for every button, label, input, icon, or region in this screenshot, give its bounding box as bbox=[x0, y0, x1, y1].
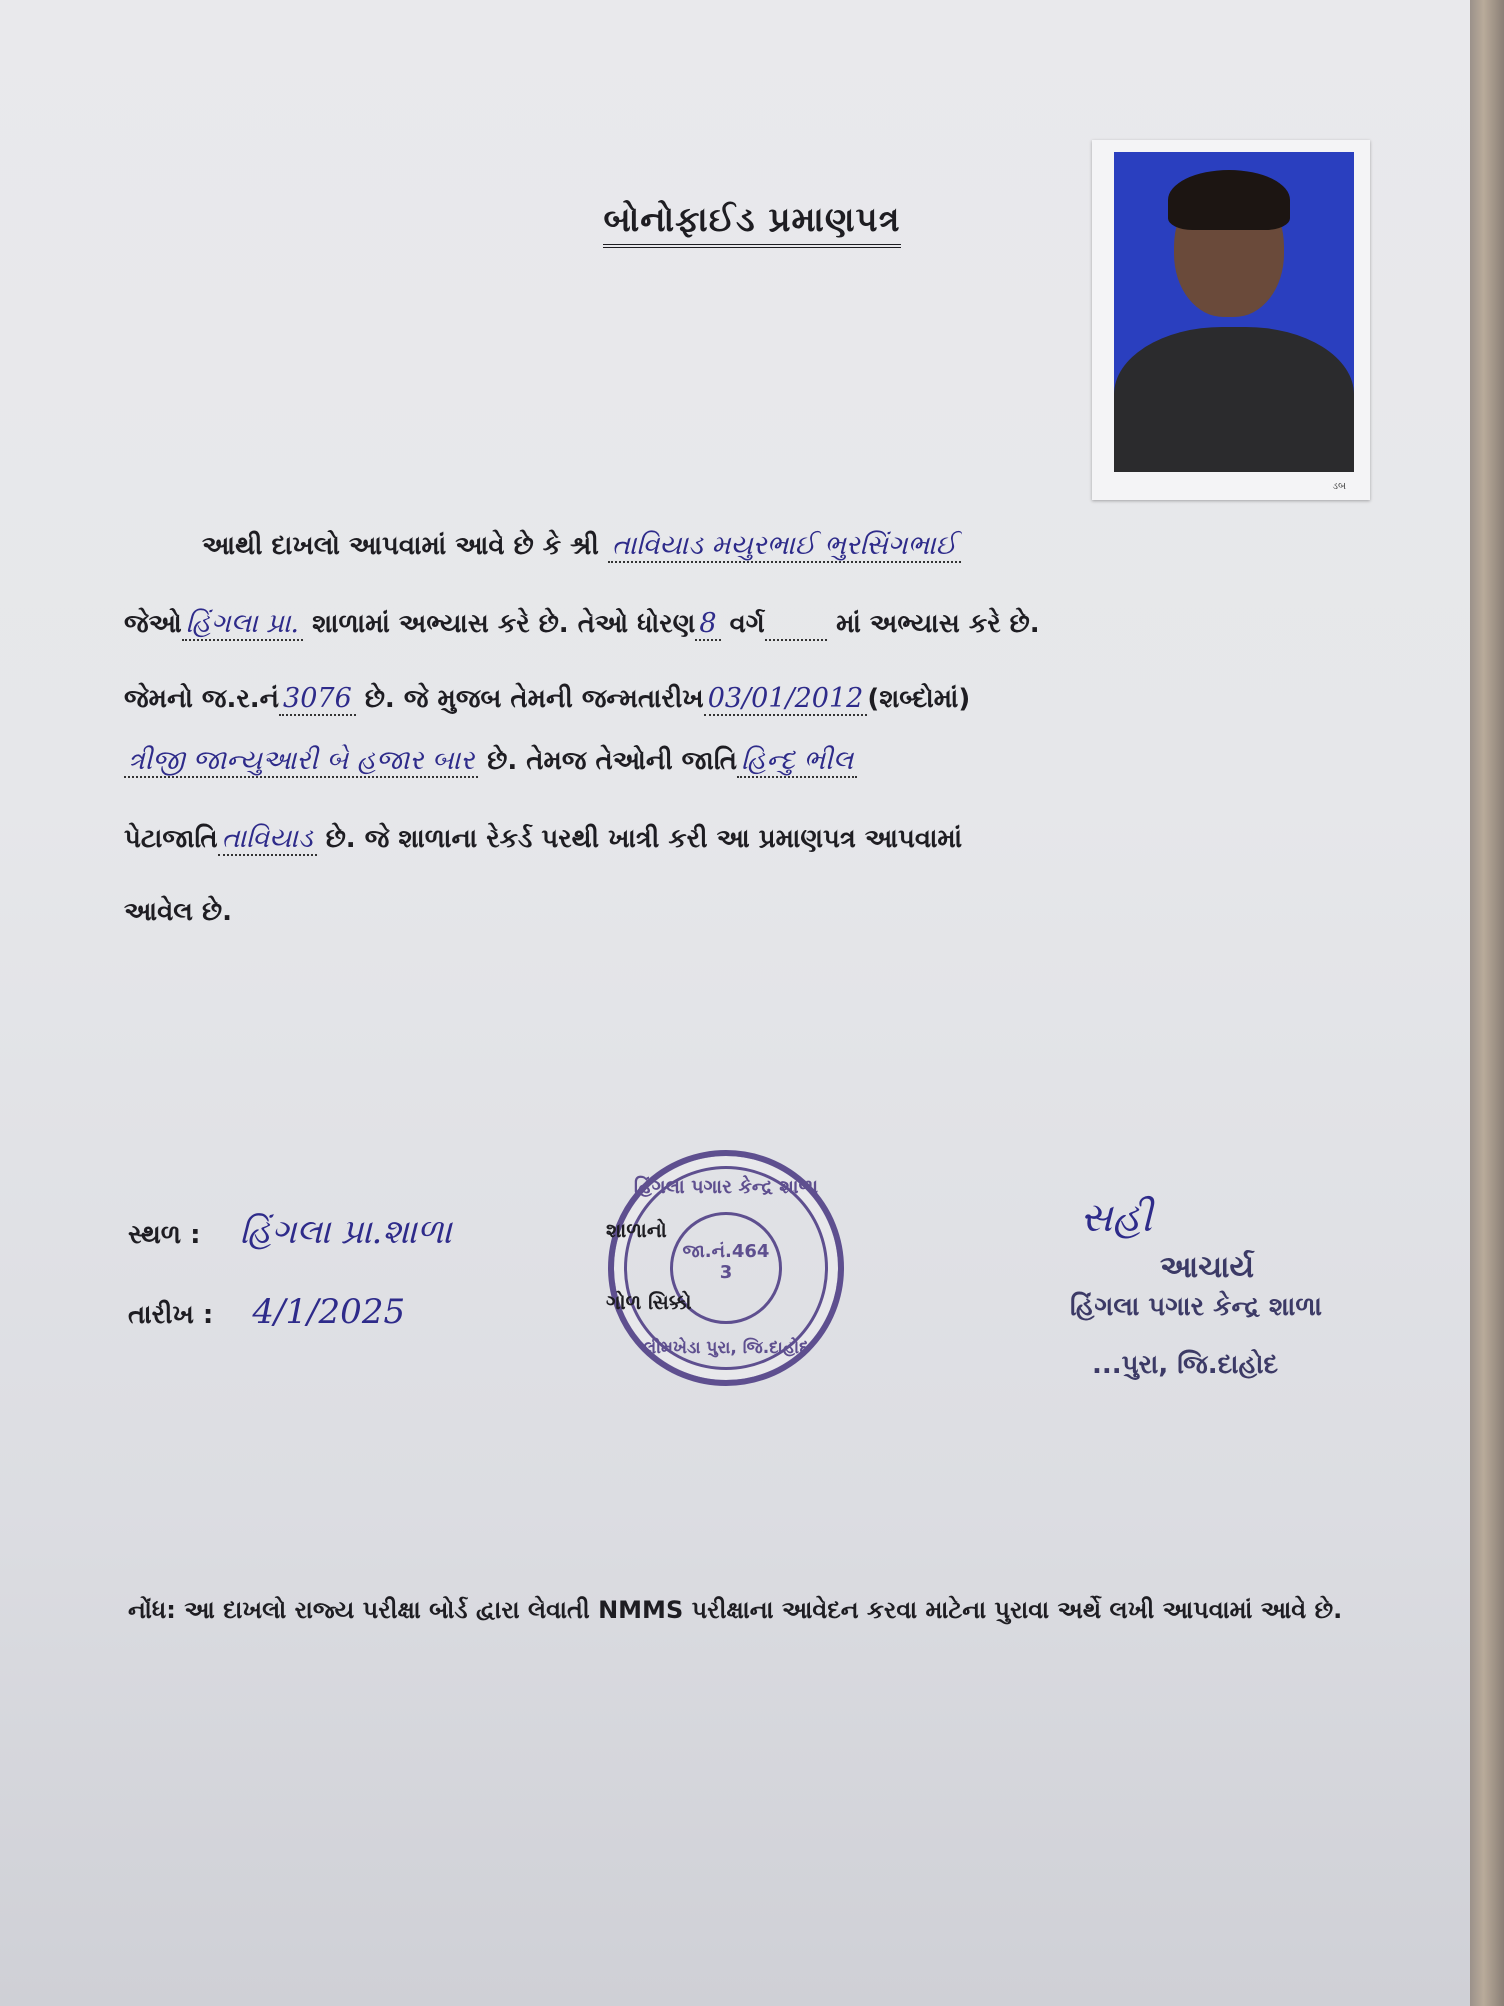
line5-suffix: છે. જે શાળાના રેકર્ડ પરથી ખાત્રી કરી આ પ્રમાણપત્ર આપવામાં bbox=[325, 824, 963, 854]
student-photo bbox=[1092, 140, 1370, 500]
line2-mid2: વર્ગ bbox=[729, 609, 765, 639]
line3-suffix: (શબ્દોમાં) bbox=[867, 684, 971, 714]
subcaste-value: તાવિયાડ bbox=[218, 823, 317, 856]
standard-value: 8 bbox=[695, 608, 720, 641]
date-label: તારીખ : bbox=[128, 1300, 214, 1330]
place-row bbox=[128, 1212, 452, 1252]
line5-prefix: પેટાજાતિ bbox=[124, 824, 218, 854]
date-row bbox=[128, 1292, 405, 1332]
photo-image bbox=[1114, 152, 1354, 472]
line2-mid1: શાળામાં અભ્યાસ કરે છે. તેઓ ધોરણ bbox=[312, 609, 696, 639]
place-label: સ્થળ : bbox=[128, 1220, 201, 1250]
body-line-4 bbox=[124, 745, 1394, 777]
photo-hair bbox=[1168, 170, 1290, 230]
class-blank bbox=[765, 609, 827, 641]
line6-text: આવેલ છે. bbox=[124, 897, 232, 927]
line3-prefix: જેમનો જ.ર.નં bbox=[124, 684, 280, 714]
principal-place: ...પુરા, જિ.દાહોદ bbox=[1092, 1350, 1279, 1380]
student-name: તાવિયાડ મયુરભાઈ ભુરસિંગભાઈ bbox=[608, 530, 961, 563]
date-of-birth: 03/01/2012 bbox=[704, 683, 868, 716]
body-line-2 bbox=[124, 608, 1394, 640]
stamp-inner-line1: જા.નં.464 bbox=[682, 1241, 770, 1262]
body-line-3 bbox=[124, 683, 1394, 715]
page-edge-shadow bbox=[1470, 0, 1504, 2006]
photo-stamp-text: ડબ bbox=[1332, 481, 1346, 492]
stamp-ring-top: હિંગલા પગાર કેન્દ્ર શાળા bbox=[633, 1176, 819, 1198]
stamp-ring-bottom: લીમખેડા પુરા, જિ.દાહોદ bbox=[643, 1338, 809, 1358]
gr-number: 3076 bbox=[279, 683, 356, 716]
caste-value: હિન્દુ ભીલ bbox=[737, 745, 857, 778]
line2-suffix: માં અભ્યાસ કરે છે. bbox=[836, 609, 1040, 639]
line4-mid: છે. તેમજ તેઓની જાતિ bbox=[487, 746, 737, 776]
dob-in-words: ત્રીજી જાન્યુઆરી બે હજાર બાર bbox=[124, 745, 478, 778]
place-value: હિંગલા પ્રા.શાળા bbox=[239, 1212, 452, 1252]
date-value: 4/1/2025 bbox=[252, 1292, 406, 1332]
body-line-6 bbox=[124, 897, 1394, 928]
principal-signature: સહી bbox=[1080, 1195, 1153, 1241]
principal-title: આચાર્ય bbox=[1160, 1250, 1255, 1285]
school-name: હિંગલા પ્રા. bbox=[182, 608, 303, 641]
certificate-title-text: બોનોફાઈડ પ્રમાણપત્ર bbox=[603, 200, 900, 248]
body-line-5 bbox=[124, 823, 1394, 855]
body-line-1 bbox=[124, 530, 1394, 562]
principal-school: હિંગલા પગાર કેન્દ્ર શાળા bbox=[1070, 1292, 1323, 1322]
stamp-inner-line2: 3 bbox=[719, 1262, 733, 1283]
line1-prefix: આથી દાખલો આપવામાં આવે છે કે શ્રી bbox=[202, 531, 599, 561]
seal-label-2: ગોળ સિક્કો bbox=[606, 1290, 692, 1314]
school-seal-stamp bbox=[608, 1150, 844, 1386]
certificate-note: નોંધ: આ દાખલો રાજ્ય પરીક્ષા બોર્ડ દ્વારા લેવાતી NMMS પરીક્ષાના આવેદન કરવા માટેના પુરાવા અર્થે લખી આપવામાં આવે છે. bbox=[128, 1596, 1343, 1624]
line3-mid: છે. જે મુજબ તેમની જન્મતારીખ bbox=[364, 684, 704, 714]
seal-label-1: શાળાનો bbox=[606, 1218, 667, 1242]
line2-prefix: જેઓ bbox=[124, 609, 182, 639]
photo-shirt bbox=[1114, 327, 1354, 472]
